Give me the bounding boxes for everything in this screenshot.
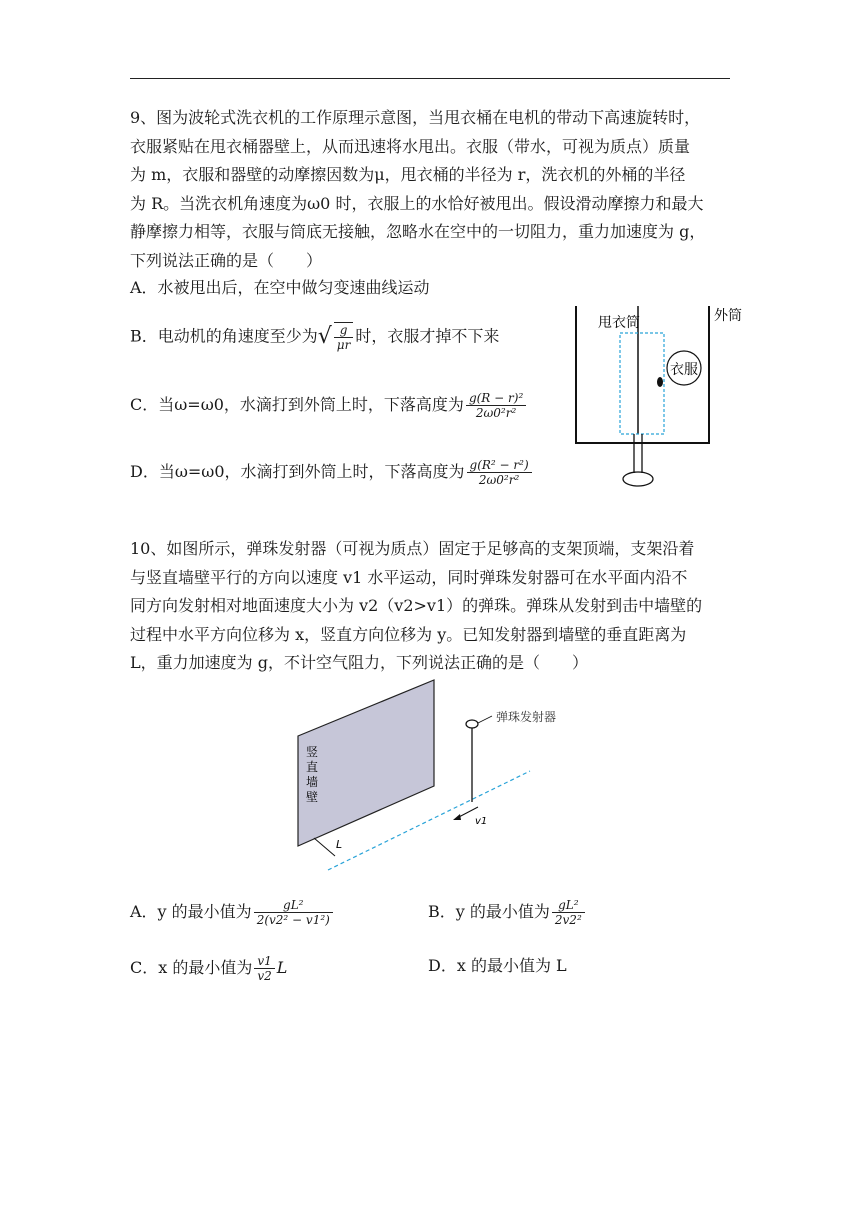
q10-stem-line: 过程中水平方向位移为 x，竖直方向位移为 y。已知发射器到墙壁的垂直距离为 bbox=[130, 624, 687, 644]
q9-stem-line: 为 R。当洗衣机角速度为ω0 时，衣服上的水恰好被甩出。假设滑动摩擦力和最大 bbox=[130, 193, 704, 213]
option-prefix: C．x 的最小值为 bbox=[130, 958, 253, 977]
q10-option-a[interactable] bbox=[130, 898, 335, 927]
fraction-denominator: 2v2² bbox=[554, 913, 582, 927]
q9-stem-line: 9、图为波轮式洗衣机的工作原理示意图，当甩衣桶在电机的带动下高速旋转时， bbox=[130, 108, 701, 127]
q9-stem-line: 静摩擦力相等，衣服与筒底无接触，忽略水在空中的一切阻力，重力加速度为 g， bbox=[130, 222, 706, 241]
q9-stem-line: 衣服紧贴在甩衣桶器壁上，从而迅速将水甩出。衣服（带水，可视为质点）质量 bbox=[130, 136, 691, 156]
distance-marker bbox=[314, 838, 335, 856]
fraction-numerator: g(R² − r²) bbox=[467, 458, 532, 473]
q9-option-a[interactable]: A．水被甩出后，在空中做匀变速曲线运动 bbox=[130, 278, 430, 297]
q10-option-b[interactable] bbox=[428, 898, 587, 927]
wall-label-char: 壁 bbox=[306, 790, 319, 804]
q10-stem-line: L，重力加速度为 g，不计空气阻力，下列说法正确的是（ ） bbox=[130, 653, 588, 672]
distance-label: L bbox=[336, 838, 343, 851]
q10-stem-line: 同方向发射相对地面速度大小为 v2（v2>v1）的弹珠。弹珠从发射到击中墙壁的 bbox=[130, 596, 703, 615]
q10-option-c[interactable] bbox=[130, 954, 287, 983]
q9-option-d[interactable] bbox=[130, 458, 534, 487]
q9-option-c[interactable] bbox=[130, 391, 528, 420]
fraction-numerator: v1 bbox=[254, 954, 274, 969]
fraction-numerator: g(R − r)² bbox=[466, 391, 526, 406]
clothes-dot bbox=[657, 377, 663, 387]
launcher-label: 弹珠发射器 bbox=[496, 710, 557, 724]
vertical-wall bbox=[298, 680, 434, 846]
q10-stem bbox=[130, 535, 732, 678]
option-prefix: C．当ω=ω0，水滴打到外筒上时，下落高度为 bbox=[130, 395, 464, 414]
q10-option-d[interactable]: D．x 的最小值为 L bbox=[428, 956, 567, 975]
wall-label-char: 直 bbox=[306, 760, 319, 774]
q9-option-b[interactable] bbox=[130, 322, 499, 352]
option-prefix: B．y 的最小值为 bbox=[428, 902, 550, 921]
launcher-wall-figure bbox=[290, 676, 575, 872]
q9-stem-line: 下列说法正确的是（ ） bbox=[130, 250, 323, 270]
sqrt-expression: √ $\frac{g}{\mu r}$ bbox=[318, 322, 356, 352]
fraction-numerator: gL² bbox=[552, 898, 585, 913]
q10-stem-line: 与竖直墙壁平行的方向以速度 v1 水平运动，同时弹珠发射器可在水平面内沿不 bbox=[130, 567, 688, 587]
option-prefix: B．电动机的角速度至少为 bbox=[130, 326, 318, 346]
fraction-denominator: 2(v2² − v1²) bbox=[256, 913, 330, 927]
wall-label-char: 竖 bbox=[306, 745, 319, 759]
fraction-numerator: g bbox=[334, 323, 354, 338]
outer-tub-label: 外筒 bbox=[714, 308, 742, 324]
fraction-denominator: 2ω0²r² bbox=[475, 406, 517, 420]
q9-stem-line: 为 m，衣服和器壁的动摩擦因数为μ，甩衣桶的半径为 r，洗衣机的外桶的半径 bbox=[130, 165, 686, 184]
option-prefix: D．当ω=ω0，水滴打到外筒上时，下落高度为 bbox=[130, 462, 465, 481]
fraction-denominator: μr bbox=[336, 338, 351, 352]
fraction-denominator: v2 bbox=[257, 969, 272, 983]
option-suffix: L bbox=[276, 958, 288, 977]
inner-tub-label: 甩衣筒 bbox=[598, 315, 640, 331]
clothes-label: 衣服 bbox=[670, 362, 698, 378]
washing-machine-figure bbox=[566, 298, 746, 494]
header-rule bbox=[130, 78, 730, 79]
fraction-denominator: 2ω0²r² bbox=[478, 473, 520, 487]
velocity-arrowhead bbox=[453, 814, 461, 820]
launcher bbox=[466, 720, 478, 728]
option-suffix: 时，衣服才掉不下来 bbox=[355, 326, 500, 346]
q9-stem bbox=[130, 104, 732, 275]
motor bbox=[623, 472, 653, 486]
option-prefix: A．y 的最小值为 bbox=[130, 902, 252, 921]
fraction-numerator: gL² bbox=[254, 898, 333, 913]
launcher-pointer bbox=[478, 716, 492, 723]
velocity-label: v1 bbox=[475, 816, 488, 827]
wall-label-char: 墙 bbox=[306, 775, 319, 789]
q10-stem-line: 10、如图所示，弹珠发射器（可视为质点）固定于足够高的支架顶端，支架沿着 bbox=[130, 539, 695, 558]
